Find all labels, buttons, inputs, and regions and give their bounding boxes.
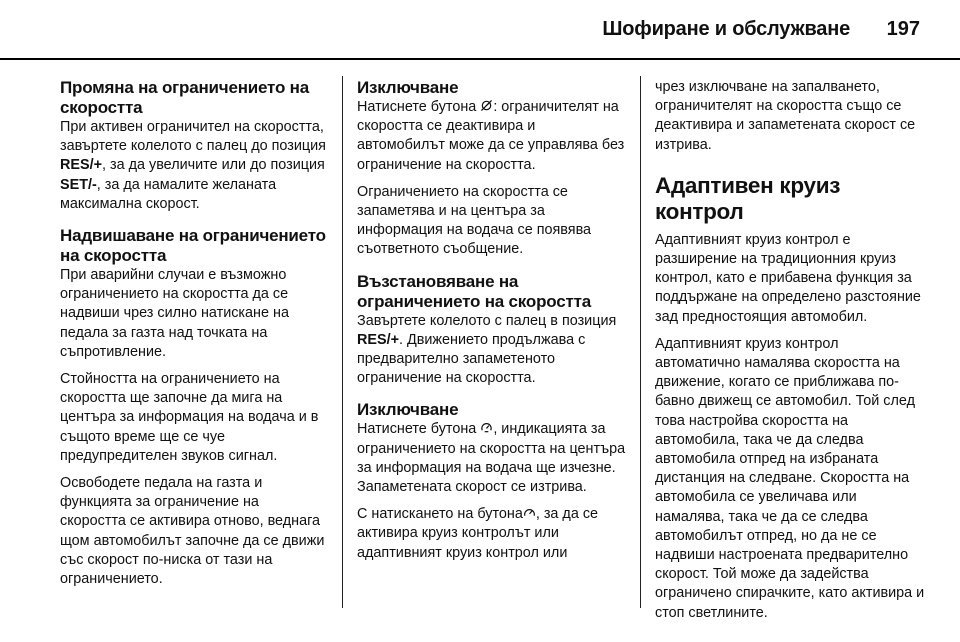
page-number: 197 xyxy=(886,18,920,40)
header-rule xyxy=(0,58,960,60)
column-divider xyxy=(640,76,641,608)
section-exceed-limit xyxy=(60,226,328,589)
section-switch-off xyxy=(357,78,627,260)
cruise-control-icon xyxy=(523,506,536,519)
paragraph: При аварийни случаи е възможно ограничението на скоростта да се надвиши чрез силно натискане на педала за газта над точката на съпротивление. xyxy=(60,267,289,360)
paragraph: Адаптивният круиз контрол автоматично намалява скоростта на движение, когато се приближава по-бавно движещ се автомобил. Той след това настройва скоростта на автомобила, така че да следва автомобила отпред на избраната дистанция на следване. Скоростта на автомобила се увеличава или намалява, така че да се следва автомобилът отпред, но да не се надвиши настроената предварително скорост. Той може да задейства ограничено спирачките, като активира и стоп светлините. xyxy=(655,335,925,621)
running-title: Шофиране и обслужване xyxy=(602,18,850,40)
speed-limiter-off-icon xyxy=(480,99,493,112)
column-3 xyxy=(655,78,925,631)
speed-limiter-icon xyxy=(480,421,493,434)
text: . Движението продължава с предварително запаметеното ограничение на скоростта. xyxy=(357,331,586,387)
paragraph xyxy=(357,420,627,497)
chapter-heading: Адаптивен круиз контрол xyxy=(655,172,841,224)
text: : ограничителят на скоростта се деактивира и автомобилът може да се управлява без ограничение на скоростта. xyxy=(357,99,625,173)
text: , за да увеличите или до позиция xyxy=(102,157,325,174)
text: Натиснете бутона xyxy=(357,421,481,438)
section-heading: Възстановяване на ограничението на скоростта xyxy=(357,271,591,311)
control-label: RES/+ xyxy=(357,331,399,348)
section-heading: Изключване xyxy=(357,78,459,97)
column-2 xyxy=(357,78,627,575)
control-label: RES/+ xyxy=(60,157,102,174)
paragraph: Стойността на ограничението на скоростта ще започне да мига на центъра за информация на водача и в същото време ще се чуе предупредителен звуков сигнал. xyxy=(60,371,319,464)
column-divider xyxy=(342,76,343,608)
section-deactivate xyxy=(357,400,627,562)
section-heading: Изключване xyxy=(357,400,459,420)
text: , индикацията за ограничението на скоростта на центъра за информация на водача ще изчезне. Запаметената скорост се изтрива. xyxy=(357,421,626,496)
text: Натиснете бутона xyxy=(357,99,481,115)
paragraph xyxy=(357,98,627,175)
text: Завъртете колелото с палец в позиция xyxy=(357,312,617,329)
paragraph xyxy=(60,118,328,214)
control-label: SET/- xyxy=(60,176,97,193)
section-change-limit xyxy=(60,78,328,214)
text: С натискането на бутона xyxy=(357,506,523,523)
paragraph: чрез изключване на запалването, ограничителят на скоростта също се деактивира и запаметената скорост се изтрива. xyxy=(655,79,916,153)
page-header xyxy=(0,0,960,52)
text: , за да намалите желаната максимална скорост. xyxy=(60,176,277,212)
text: При активен ограничител на скоростта, завъртете колелото с палец до позиция xyxy=(60,119,326,155)
paragraph xyxy=(357,505,627,563)
paragraph xyxy=(357,312,627,389)
paragraph: Адаптивният круиз контрол е разширение на традиционния круиз контрол, като е прибавена функция за поддържане на определено разстояние зад предностоящия автомобил. xyxy=(655,231,921,325)
section-restore-limit xyxy=(357,272,627,389)
paragraph: Ограничението на скоростта се запаметява и на центъра за информация на водача се появява съответното съобщение. xyxy=(357,183,592,258)
section-heading: Промяна на ограничението на скоростта xyxy=(60,78,309,117)
section-heading: Надвишаване на ограничението на скоростта xyxy=(60,226,326,266)
column-1 xyxy=(60,78,328,601)
paragraph: Освободете педала на газта и функцията за ограничение на скоростта се активира отново, веднага щом автомобилът започне да се движи със скорост по-ниска от тази на ограничението. xyxy=(60,475,325,588)
text: , за да се активира круиз контролът или адаптивният круиз контрол или xyxy=(357,506,599,561)
